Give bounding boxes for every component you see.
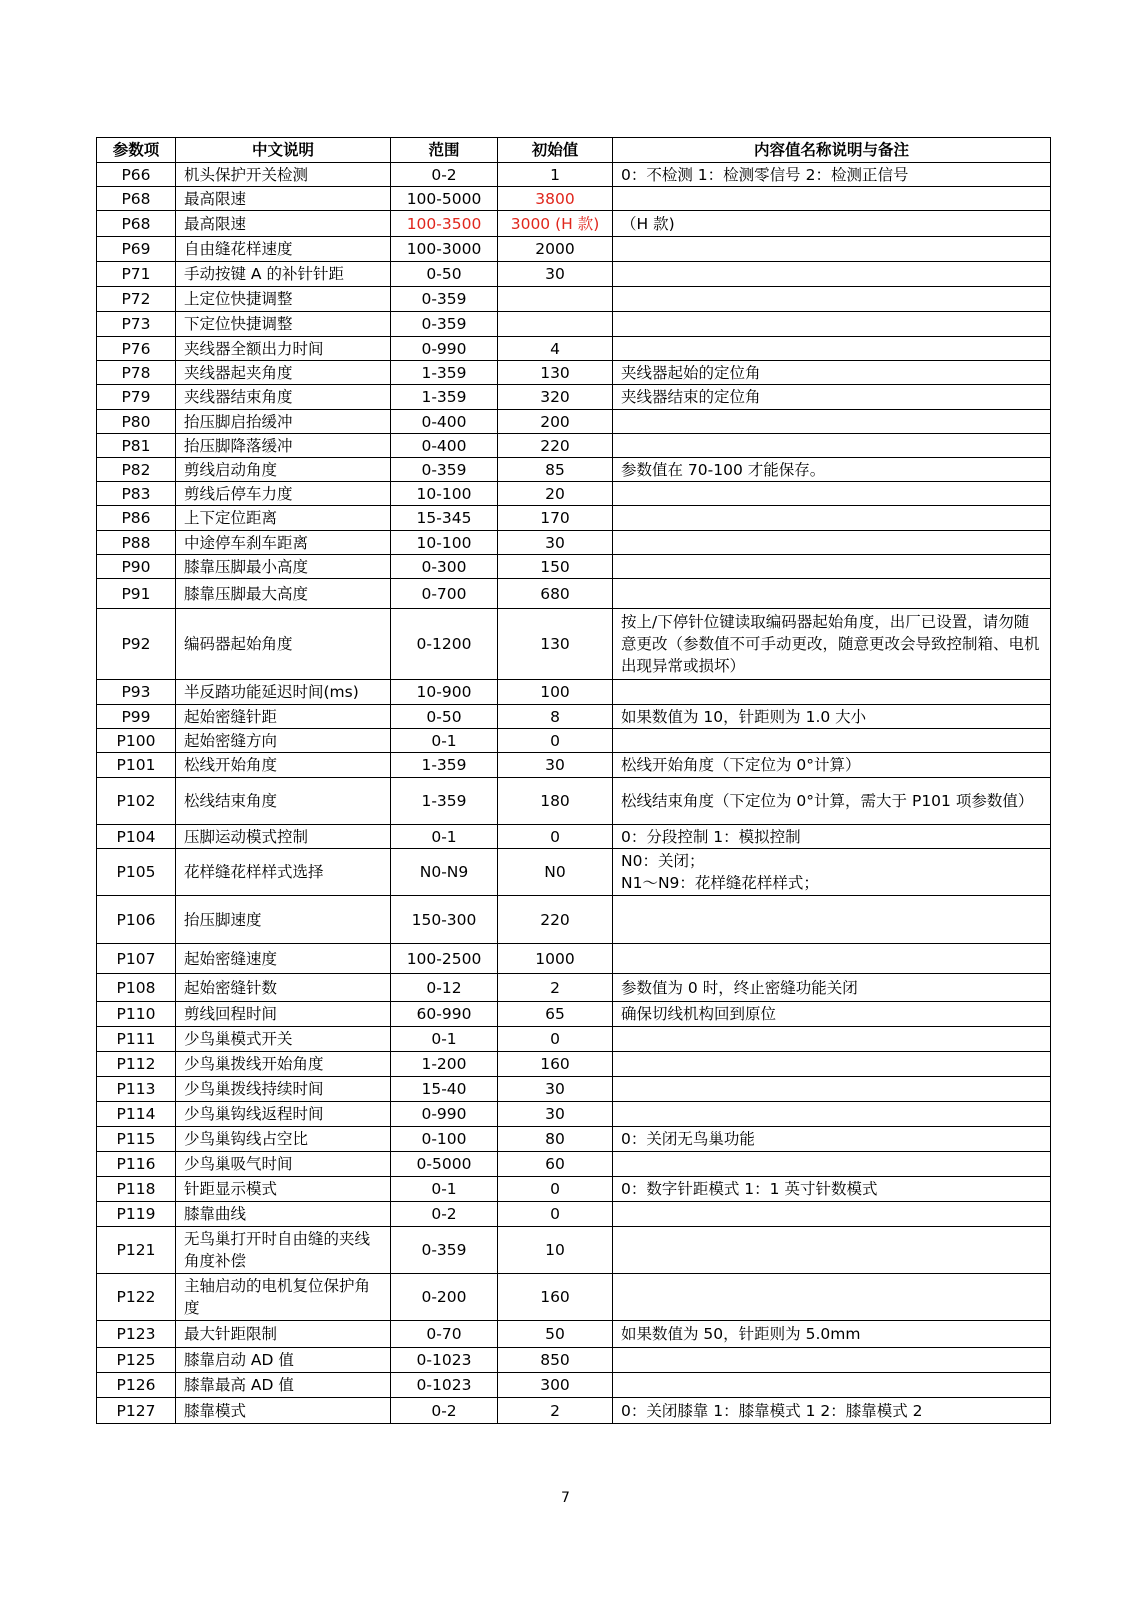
cell-note [613, 531, 1051, 555]
cell-range: 0-700 [391, 579, 498, 609]
cell-note [613, 1227, 1051, 1274]
cell-range: 10-100 [391, 531, 498, 555]
cell-param-id: P104 [97, 825, 176, 849]
cell-initial-value: 320 [498, 385, 613, 410]
cell-param-id: P105 [97, 849, 176, 896]
cell-description: 主轴启动的电机复位保护角度 [176, 1274, 391, 1321]
cell-note [613, 1274, 1051, 1321]
table-row [97, 531, 1051, 555]
cell-range: 0-12 [391, 974, 498, 1002]
cell-description: 剪线回程时间 [176, 1002, 391, 1027]
cell-param-id: P76 [97, 337, 176, 361]
cell-note: 夹线器结束的定位角 [613, 385, 1051, 410]
cell-note [613, 729, 1051, 753]
cell-note: 0：关闭膝靠 1：膝靠模式 1 2：膝靠模式 2 [613, 1398, 1051, 1424]
cell-note [613, 1027, 1051, 1052]
cell-param-id: P66 [97, 163, 176, 187]
cell-range: 0-70 [391, 1321, 498, 1348]
table-row [97, 729, 1051, 753]
table-row [97, 337, 1051, 361]
table-body [97, 163, 1051, 1424]
table-row [97, 506, 1051, 531]
table-row [97, 705, 1051, 729]
cell-range: 100-5000 [391, 187, 498, 211]
cell-description: 花样缝花样样式选择 [176, 849, 391, 896]
cell-description: 起始密缝速度 [176, 944, 391, 974]
table-row [97, 1102, 1051, 1127]
cell-param-id: P101 [97, 753, 176, 778]
cell-initial-value: 80 [498, 1127, 613, 1152]
cell-description: 少鸟巢拨线持续时间 [176, 1077, 391, 1102]
cell-description: 膝靠曲线 [176, 1202, 391, 1227]
cell-range: 15-40 [391, 1077, 498, 1102]
cell-range: 1-200 [391, 1052, 498, 1077]
cell-param-id: P68 [97, 211, 176, 237]
cell-range: 0-990 [391, 1102, 498, 1127]
cell-range: 0-359 [391, 287, 498, 312]
cell-param-id: P78 [97, 361, 176, 385]
cell-initial-value: 300 [498, 1373, 613, 1398]
cell-note: 如果数值为 10，针距则为 1.0 大小 [613, 705, 1051, 729]
cell-param-id: P91 [97, 579, 176, 609]
cell-range: 0-359 [391, 458, 498, 482]
cell-note [613, 262, 1051, 287]
cell-range: 15-345 [391, 506, 498, 531]
table-row [97, 609, 1051, 680]
cell-param-id: P111 [97, 1027, 176, 1052]
cell-note [613, 312, 1051, 337]
cell-param-id: P107 [97, 944, 176, 974]
cell-initial-value: 220 [498, 896, 613, 944]
cell-initial-value: 60 [498, 1152, 613, 1177]
table-row [97, 458, 1051, 482]
cell-param-id: P112 [97, 1052, 176, 1077]
cell-initial-value: 850 [498, 1348, 613, 1373]
table-row [97, 262, 1051, 287]
cell-note [613, 1052, 1051, 1077]
cell-range: 0-2 [391, 163, 498, 187]
table-row [97, 434, 1051, 458]
cell-param-id: P68 [97, 187, 176, 211]
cell-initial-value: 180 [498, 778, 613, 825]
cell-range: 0-300 [391, 555, 498, 579]
cell-note: 参数值在 70-100 才能保存。 [613, 458, 1051, 482]
cell-note: 按上/下停针位键读取编码器起始角度，出厂已设置，请勿随意更改（参数值不可手动更改，随意更改会导致控制箱、电机出现异常或损坏） [613, 609, 1051, 680]
table-row [97, 1373, 1051, 1398]
table-row [97, 163, 1051, 187]
cell-description: 夹线器结束角度 [176, 385, 391, 410]
cell-description: 少鸟巢拨线开始角度 [176, 1052, 391, 1077]
cell-initial-value [498, 287, 613, 312]
table-row [97, 237, 1051, 262]
cell-param-id: P83 [97, 482, 176, 506]
cell-param-id: P110 [97, 1002, 176, 1027]
table-row [97, 1127, 1051, 1152]
cell-description: 起始密缝针距 [176, 705, 391, 729]
cell-description: 手动按键 A 的补针针距 [176, 262, 391, 287]
table-row [97, 287, 1051, 312]
cell-description: 膝靠最高 AD 值 [176, 1373, 391, 1398]
cell-param-id: P81 [97, 434, 176, 458]
cell-description: 压脚运动模式控制 [176, 825, 391, 849]
cell-range: 100-3500 [391, 211, 498, 237]
cell-description: 上定位快捷调整 [176, 287, 391, 312]
cell-note: 确保切线机构回到原位 [613, 1002, 1051, 1027]
cell-initial-value: 4 [498, 337, 613, 361]
cell-param-id: P92 [97, 609, 176, 680]
cell-description: 最高限速 [176, 211, 391, 237]
table-row [97, 1077, 1051, 1102]
cell-range: 0-359 [391, 1227, 498, 1274]
table-row [97, 312, 1051, 337]
cell-initial-value: 50 [498, 1321, 613, 1348]
table-row [97, 849, 1051, 896]
cell-initial-value: 150 [498, 555, 613, 579]
cell-initial-value: 1000 [498, 944, 613, 974]
table-row [97, 1398, 1051, 1424]
cell-note [613, 434, 1051, 458]
cell-range: 60-990 [391, 1002, 498, 1027]
cell-param-id: P99 [97, 705, 176, 729]
cell-range: 0-50 [391, 262, 498, 287]
cell-description: 抬压脚速度 [176, 896, 391, 944]
table-row [97, 187, 1051, 211]
cell-description: 少鸟巢模式开关 [176, 1027, 391, 1052]
cell-param-id: P90 [97, 555, 176, 579]
table-row [97, 680, 1051, 705]
cell-description: 抬压脚降落缓冲 [176, 434, 391, 458]
cell-range: 100-3000 [391, 237, 498, 262]
cell-note: （H 款) [613, 211, 1051, 237]
cell-description: 中途停车刹车距离 [176, 531, 391, 555]
cell-description: 下定位快捷调整 [176, 312, 391, 337]
cell-description: 膝靠模式 [176, 1398, 391, 1424]
parameter-table [96, 137, 1051, 1424]
cell-initial-value: 3800 [498, 187, 613, 211]
cell-range: 0-1200 [391, 609, 498, 680]
table-row [97, 753, 1051, 778]
cell-note: 松线开始角度（下定位为 0°计算） [613, 753, 1051, 778]
cell-note [613, 555, 1051, 579]
cell-description: 编码器起始角度 [176, 609, 391, 680]
cell-range: 0-5000 [391, 1152, 498, 1177]
table-row [97, 825, 1051, 849]
cell-range: 1-359 [391, 753, 498, 778]
cell-initial-value: 160 [498, 1052, 613, 1077]
cell-param-id: P100 [97, 729, 176, 753]
table-row [97, 944, 1051, 974]
cell-range: 0-990 [391, 337, 498, 361]
header-param-id: 参数项 [97, 138, 176, 163]
cell-description: 少鸟巢钩线返程时间 [176, 1102, 391, 1127]
cell-range: 0-1 [391, 825, 498, 849]
cell-param-id: P79 [97, 385, 176, 410]
cell-param-id: P122 [97, 1274, 176, 1321]
cell-initial-value: 30 [498, 753, 613, 778]
table-row [97, 1152, 1051, 1177]
cell-param-id: P118 [97, 1177, 176, 1202]
cell-param-id: P116 [97, 1152, 176, 1177]
cell-initial-value: 30 [498, 531, 613, 555]
cell-initial-value: 85 [498, 458, 613, 482]
table-row [97, 410, 1051, 434]
cell-description: 膝靠启动 AD 值 [176, 1348, 391, 1373]
cell-description: 最高限速 [176, 187, 391, 211]
cell-description: 膝靠压脚最大高度 [176, 579, 391, 609]
table-row [97, 385, 1051, 410]
cell-param-id: P88 [97, 531, 176, 555]
cell-range: 0-100 [391, 1127, 498, 1152]
cell-note: 0：数字针距模式 1：1 英寸针数模式 [613, 1177, 1051, 1202]
cell-initial-value: 130 [498, 609, 613, 680]
table-row [97, 896, 1051, 944]
cell-note: 松线结束角度（下定位为 0°计算，需大于 P101 项参数值） [613, 778, 1051, 825]
cell-range: 0-1023 [391, 1373, 498, 1398]
cell-range: 0-2 [391, 1398, 498, 1424]
cell-initial-value: 20 [498, 482, 613, 506]
cell-description: 夹线器全额出力时间 [176, 337, 391, 361]
cell-description: 针距显示模式 [176, 1177, 391, 1202]
cell-range: 0-1 [391, 1177, 498, 1202]
cell-note [613, 337, 1051, 361]
cell-note [613, 944, 1051, 974]
cell-note [613, 1348, 1051, 1373]
cell-note: 0：关闭无鸟巢功能 [613, 1127, 1051, 1152]
table-row [97, 555, 1051, 579]
cell-range: 0-50 [391, 705, 498, 729]
cell-note: N0：关闭； N1～N9：花样缝花样样式； [613, 849, 1051, 896]
cell-note: 参数值为 0 时，终止密缝功能关闭 [613, 974, 1051, 1002]
cell-initial-value: 30 [498, 1102, 613, 1127]
cell-range: 100-2500 [391, 944, 498, 974]
cell-note [613, 579, 1051, 609]
cell-range: 0-1 [391, 1027, 498, 1052]
table-row [97, 482, 1051, 506]
cell-description: 上下定位距离 [176, 506, 391, 531]
cell-initial-value: 0 [498, 1202, 613, 1227]
cell-initial-value: 160 [498, 1274, 613, 1321]
cell-range: 0-1023 [391, 1348, 498, 1373]
cell-description: 自由缝花样速度 [176, 237, 391, 262]
cell-note [613, 896, 1051, 944]
cell-note [613, 237, 1051, 262]
table-row [97, 1321, 1051, 1348]
cell-initial-value: 2 [498, 974, 613, 1002]
cell-initial-value: 130 [498, 361, 613, 385]
cell-range: 0-1 [391, 729, 498, 753]
cell-param-id: P121 [97, 1227, 176, 1274]
cell-initial-value: 8 [498, 705, 613, 729]
cell-range: N0-N9 [391, 849, 498, 896]
cell-description: 少鸟巢钩线占空比 [176, 1127, 391, 1152]
cell-note [613, 287, 1051, 312]
cell-param-id: P125 [97, 1348, 176, 1373]
cell-description: 机头保护开关检测 [176, 163, 391, 187]
cell-note [613, 187, 1051, 211]
table-row [97, 1002, 1051, 1027]
cell-description: 剪线启动角度 [176, 458, 391, 482]
cell-description: 最大针距限制 [176, 1321, 391, 1348]
cell-note [613, 482, 1051, 506]
cell-param-id: P71 [97, 262, 176, 287]
table-row [97, 579, 1051, 609]
cell-initial-value: 200 [498, 410, 613, 434]
cell-note [613, 1202, 1051, 1227]
cell-note: 0：分段控制 1：模拟控制 [613, 825, 1051, 849]
cell-note [613, 1102, 1051, 1127]
cell-description: 膝靠压脚最小高度 [176, 555, 391, 579]
cell-range: 0-400 [391, 410, 498, 434]
cell-param-id: P113 [97, 1077, 176, 1102]
cell-initial-value: 65 [498, 1002, 613, 1027]
cell-range: 0-200 [391, 1274, 498, 1321]
cell-note [613, 1373, 1051, 1398]
table-header [97, 138, 1051, 163]
table-row [97, 1227, 1051, 1274]
cell-initial-value: 0 [498, 825, 613, 849]
cell-initial-value: 2 [498, 1398, 613, 1424]
table-row [97, 1177, 1051, 1202]
cell-range: 0-359 [391, 312, 498, 337]
cell-note: 夹线器起始的定位角 [613, 361, 1051, 385]
cell-description: 起始密缝针数 [176, 974, 391, 1002]
cell-param-id: P69 [97, 237, 176, 262]
cell-param-id: P102 [97, 778, 176, 825]
cell-param-id: P108 [97, 974, 176, 1002]
cell-initial-value: 0 [498, 1027, 613, 1052]
cell-initial-value: 680 [498, 579, 613, 609]
cell-initial-value: 30 [498, 262, 613, 287]
cell-note [613, 1077, 1051, 1102]
header-notes: 内容值名称说明与备注 [613, 138, 1051, 163]
cell-note: 0：不检测 1：检测零信号 2：检测正信号 [613, 163, 1051, 187]
cell-note: 如果数值为 50，针距则为 5.0mm [613, 1321, 1051, 1348]
cell-param-id: P115 [97, 1127, 176, 1152]
cell-range: 150-300 [391, 896, 498, 944]
table-row [97, 361, 1051, 385]
cell-note [613, 506, 1051, 531]
cell-note [613, 680, 1051, 705]
cell-range: 0-400 [391, 434, 498, 458]
header-range: 范围 [391, 138, 498, 163]
cell-param-id: P123 [97, 1321, 176, 1348]
cell-description: 松线开始角度 [176, 753, 391, 778]
cell-param-id: P119 [97, 1202, 176, 1227]
table-row [97, 974, 1051, 1002]
cell-description: 起始密缝方向 [176, 729, 391, 753]
cell-initial-value: 220 [498, 434, 613, 458]
cell-range: 10-100 [391, 482, 498, 506]
table-row [97, 1202, 1051, 1227]
cell-initial-value: 100 [498, 680, 613, 705]
cell-param-id: P72 [97, 287, 176, 312]
cell-description: 抬压脚启抬缓冲 [176, 410, 391, 434]
cell-param-id: P80 [97, 410, 176, 434]
cell-initial-value: N0 [498, 849, 613, 896]
cell-initial-value: 170 [498, 506, 613, 531]
cell-param-id: P73 [97, 312, 176, 337]
header-initial-value: 初始值 [498, 138, 613, 163]
table-row [97, 211, 1051, 237]
table-row [97, 1027, 1051, 1052]
cell-param-id: P127 [97, 1398, 176, 1424]
cell-initial-value: 10 [498, 1227, 613, 1274]
cell-param-id: P82 [97, 458, 176, 482]
cell-initial-value: 0 [498, 729, 613, 753]
table-row [97, 1348, 1051, 1373]
cell-initial-value [498, 312, 613, 337]
table-row [97, 778, 1051, 825]
cell-initial-value: 3000 (H 款) [498, 211, 613, 237]
cell-range: 1-359 [391, 385, 498, 410]
cell-description: 半反踏功能延迟时间(ms) [176, 680, 391, 705]
cell-param-id: P86 [97, 506, 176, 531]
cell-description: 无鸟巢打开时自由缝的夹线角度补偿 [176, 1227, 391, 1274]
cell-param-id: P114 [97, 1102, 176, 1127]
cell-param-id: P126 [97, 1373, 176, 1398]
cell-range: 1-359 [391, 778, 498, 825]
cell-description: 松线结束角度 [176, 778, 391, 825]
cell-initial-value: 1 [498, 163, 613, 187]
page-number: 7 [561, 1490, 570, 1506]
cell-initial-value: 2000 [498, 237, 613, 262]
cell-initial-value: 30 [498, 1077, 613, 1102]
cell-note [613, 1152, 1051, 1177]
header-description: 中文说明 [176, 138, 391, 163]
cell-description: 夹线器起夹角度 [176, 361, 391, 385]
cell-description: 少鸟巢吸气时间 [176, 1152, 391, 1177]
cell-range: 0-2 [391, 1202, 498, 1227]
table-row [97, 1052, 1051, 1077]
cell-description: 剪线后停车力度 [176, 482, 391, 506]
cell-range: 1-359 [391, 361, 498, 385]
cell-param-id: P93 [97, 680, 176, 705]
cell-param-id: P106 [97, 896, 176, 944]
cell-note [613, 410, 1051, 434]
table-row [97, 1274, 1051, 1321]
cell-range: 10-900 [391, 680, 498, 705]
cell-initial-value: 0 [498, 1177, 613, 1202]
